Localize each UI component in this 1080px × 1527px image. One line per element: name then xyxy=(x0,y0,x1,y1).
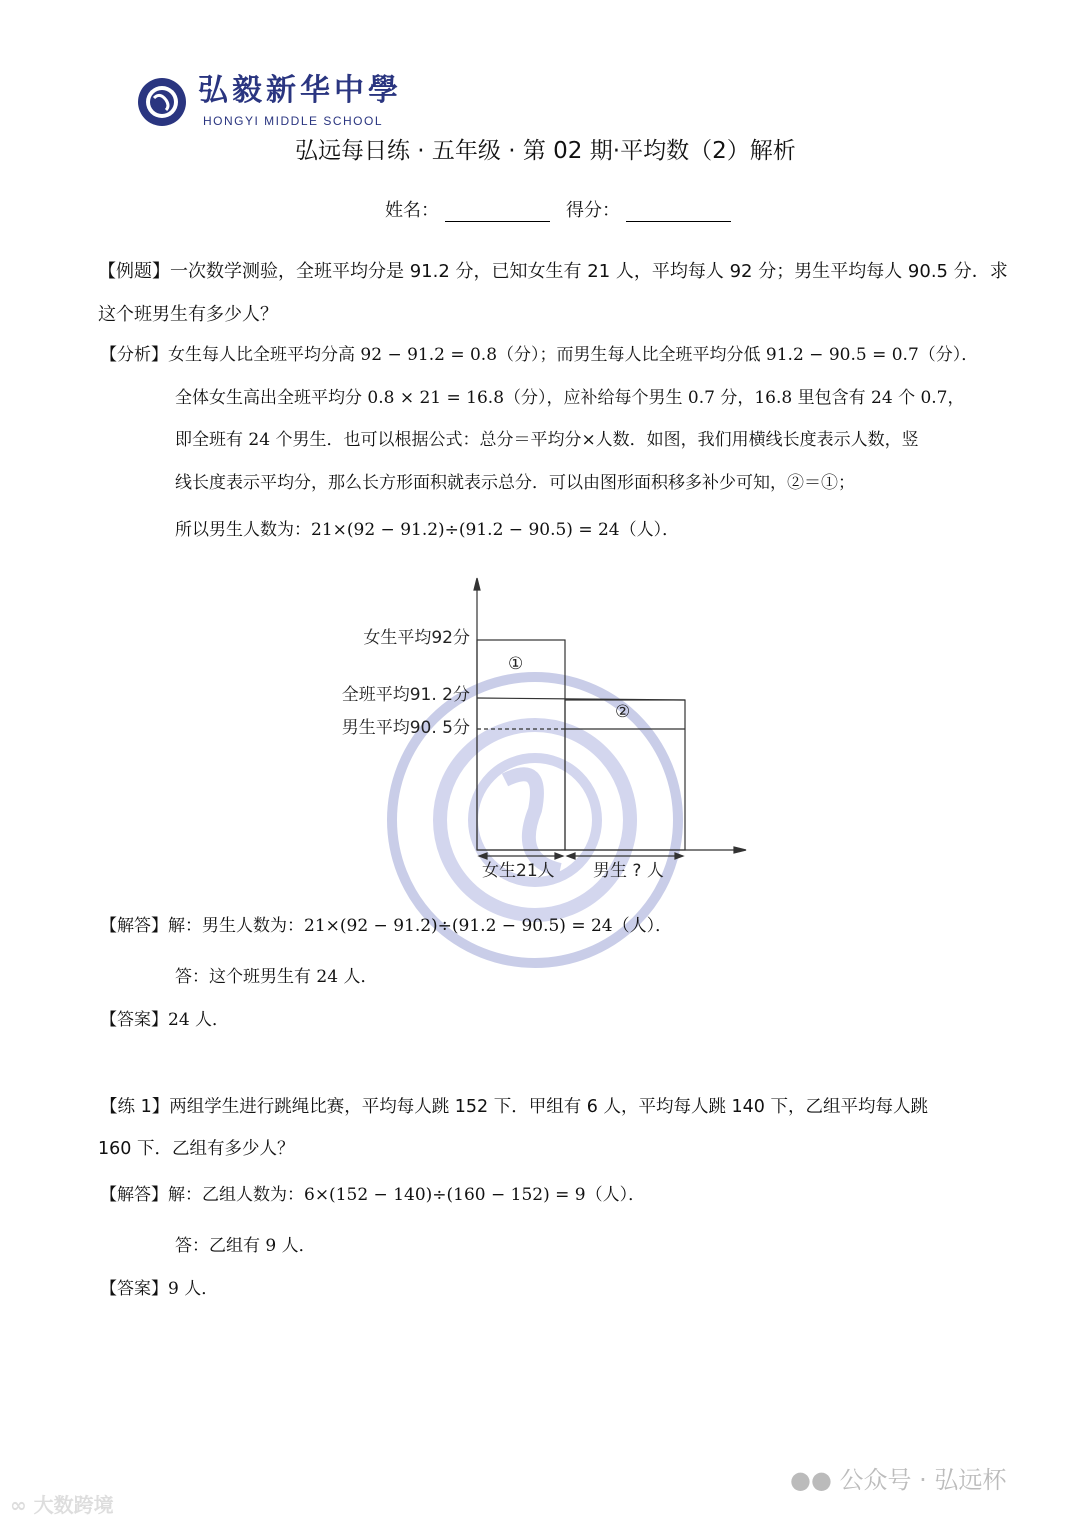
wechat-watermark xyxy=(790,1467,1006,1495)
analysis-line: 线长度表示平均分，那么长方形面积就表示总分．可以由图形面积移多补少可知，②＝①； xyxy=(175,473,855,493)
school-name-en: HONGYI MIDDLE SCHOOL xyxy=(203,114,384,128)
page-title: 弘远每日练 · 五年级 · 第 02 期·平均数（2）解析 xyxy=(295,138,796,164)
score-label: 得分： xyxy=(566,200,620,221)
practice-solution-line: 【解答】解：乙组人数为：6×(152 − 140)÷(160 − 152) = 9（人）． xyxy=(100,1185,646,1205)
analysis-line: 即全班有 24 个男生．也可以根据公式：总分＝平均分×人数．如图，我们用横线长度表示人数，竖 xyxy=(175,430,919,450)
wechat-icon: ●● xyxy=(790,1466,832,1494)
analysis-line: 所以男生人数为：21×(92 − 91.2)÷(91.2 − 90.5) = 24（人）． xyxy=(175,520,680,540)
x-axis-arrow xyxy=(734,847,746,853)
practice-solution-line: 答：乙组有 9 人． xyxy=(175,1236,316,1256)
practice-question-line: 160 下．乙组有多少人？ xyxy=(98,1139,295,1159)
boys-count-label: 男生 ? 人 xyxy=(593,861,664,881)
example-question-line: 这个班男生有多少人？ xyxy=(98,304,278,325)
analysis-line: 全体女生高出全班平均分 0.8 × 21 = 16.8（分），应补给每个男生 0.7 分，16.8 里包含有 24 个 0.7， xyxy=(175,388,965,408)
region-1-label: ① xyxy=(508,654,524,674)
region-2-label: ② xyxy=(615,702,631,722)
infinity-icon: ∞ xyxy=(10,1493,27,1517)
example-question-line: 【例题】一次数学测验，全班平均分是 91.2 分，已知女生有 21 人，平均每人 92 分；男生平均每人 90.5 分．求 xyxy=(98,261,1008,282)
school-name-cn: 弘毅新华中學 xyxy=(198,73,402,108)
practice-question-line: 【练 1】两组学生进行跳绳比赛，平均每人跳 152 下．甲组有 6 人，平均每人跳 140 下，乙组平均每人跳 xyxy=(100,1097,929,1117)
analysis-line: 【分析】女生每人比全班平均分高 92 − 91.2 = 0.8（分）；而男生每人比全班平均分低 91.2 − 90.5 = 0.7（分）． xyxy=(100,345,979,365)
corner-watermark xyxy=(10,1494,114,1517)
y-axis-arrow xyxy=(474,578,480,590)
name-label: 姓名： xyxy=(385,200,439,221)
solution-line: 【解答】解：男生人数为：21×(92 − 91.2)÷(91.2 − 90.5) = 24（人）． xyxy=(100,916,673,936)
practice-answer-line: 【答案】9 人． xyxy=(100,1279,219,1299)
boys-avg-label: 男生平均90. 5分 xyxy=(341,718,470,738)
corner-watermark-text: 大数跨境 xyxy=(33,1493,114,1517)
girls-avg-label: 女生平均92分 xyxy=(363,628,470,648)
wechat-watermark-text: 公众号 · 弘远杯 xyxy=(839,1466,1007,1494)
solution-line: 答：这个班男生有 24 人． xyxy=(175,967,378,987)
class-avg-label: 全班平均91. 2分 xyxy=(341,685,470,705)
answer-line: 【答案】24 人． xyxy=(100,1010,230,1030)
girls-count-label: 女生21人 xyxy=(482,861,555,881)
